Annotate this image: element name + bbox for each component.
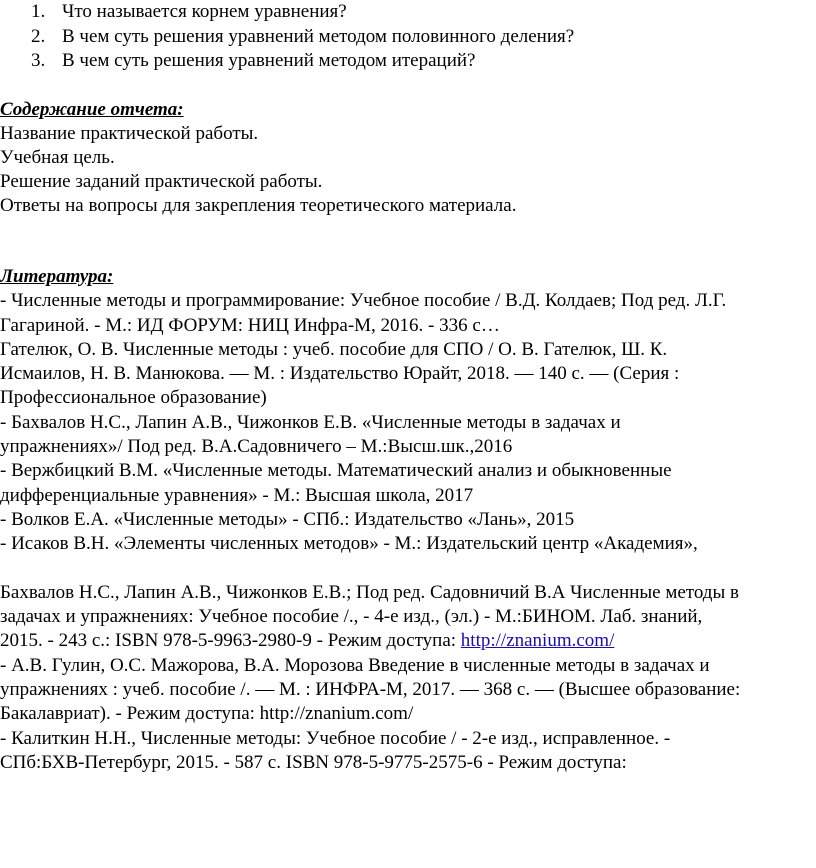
literature-line: Гателюк, О. В. Численные методы : учеб. пособие для СПО / О. В. Гателюк, Ш. К. <box>0 338 668 360</box>
literature-line: задачах и упражнениях: Учебное пособие /., - 4-е изд., (эл.) - М.:БИНОМ. Лаб. знаний, <box>0 606 703 628</box>
question-text: В чем суть решения уравнений методом итераций? <box>62 50 476 71</box>
znanium-link[interactable]: http://znanium.com/ <box>460 630 615 652</box>
literature-line: - А.В. Гулин, О.С. Мажорова, В.А. Морозова Введение в численные методы в задачах и <box>0 654 710 676</box>
report-section <box>0 98 816 218</box>
question-item <box>0 49 816 74</box>
report-item: Ответы на вопросы для закрепления теоретического материала. <box>0 195 517 216</box>
report-item: Название практической работы. <box>0 123 259 144</box>
literature-line: упражнениях : учеб. пособие /. — М. : ИНФРА-М, 2017. — 368 с. — (Высшее образование: <box>0 679 741 701</box>
literature-heading: Литература: <box>0 266 114 287</box>
literature-isbn-text: 2015. - 243 с.: ISBN 978-5-9963-2980-9 - Режим доступа: <box>0 630 461 652</box>
question-number: 2. <box>31 25 46 47</box>
literature-line: - Исаков В.Н. «Элементы численных методов» - М.: Издательский центр «Академия», <box>0 533 698 555</box>
literature-line: - Численные методы и программирование: Учебное пособие / В.Д. Колдаев; Под ред. Л.Г. <box>0 290 727 312</box>
literature-line: - Калиткин Н.Н., Численные методы: Учебное пособие / - 2-е изд., исправленное. - <box>0 727 671 749</box>
literature-line: - Вержбицкий В.М. «Численные методы. Математический анализ и обыкновенные <box>0 460 672 482</box>
literature-line: - Волков Е.А. «Численные методы» - СПб.: Издательство «Лань», 2015 <box>0 508 575 530</box>
literature-line: Профессиональное образование) <box>0 387 267 409</box>
literature-line: СПб:БХВ-Петербург, 2015. - 587 с. ISBN 978-5-9775-2575-6 - Режим доступа: <box>0 751 627 773</box>
question-text: В чем суть решения уравнений методом половинного деления? <box>62 25 575 47</box>
literature-isbn-line <box>0 629 816 653</box>
report-item: Учебная цель. <box>0 147 115 168</box>
literature-line: Исмаилов, Н. В. Манюкова. — М. : Издательство Юрайт, 2018. — 140 с. — (Серия : <box>0 363 680 385</box>
questions-list <box>0 0 816 74</box>
question-text: Что называется корнем уравнения? <box>62 1 347 22</box>
literature-line: Бахвалов Н.С., Лапин А.В., Чижонков Е.В.; Под ред. Садовничий В.А Численные методы в <box>0 581 739 603</box>
literature-blank-line <box>0 557 816 581</box>
literature-section <box>0 265 816 775</box>
question-item <box>0 0 816 25</box>
literature-line: Гагариной. - М.: ИД ФОРУМ: НИЦ Инфра-М, 2016. - 336 с… <box>0 314 500 336</box>
question-number: 3. <box>31 50 46 71</box>
literature-line: Бакалавриат). - Режим доступа: http://znanium.com/ <box>0 703 414 725</box>
report-heading: Содержание отчета: <box>0 99 184 120</box>
report-item: Решение заданий практической работы. <box>0 171 323 192</box>
literature-line: дифференциальные уравнения» - М.: Высшая школа, 2017 <box>0 484 474 506</box>
literature-line: упражнениях»/ Под ред. В.А.Садовничего – М.:Высш.шк.,2016 <box>0 436 513 458</box>
question-item <box>0 25 816 50</box>
literature-line: - Бахвалов Н.С., Лапин А.В., Чижонков Е.В. «Численные методы в задачах и <box>0 411 621 433</box>
question-number: 1. <box>31 1 46 22</box>
